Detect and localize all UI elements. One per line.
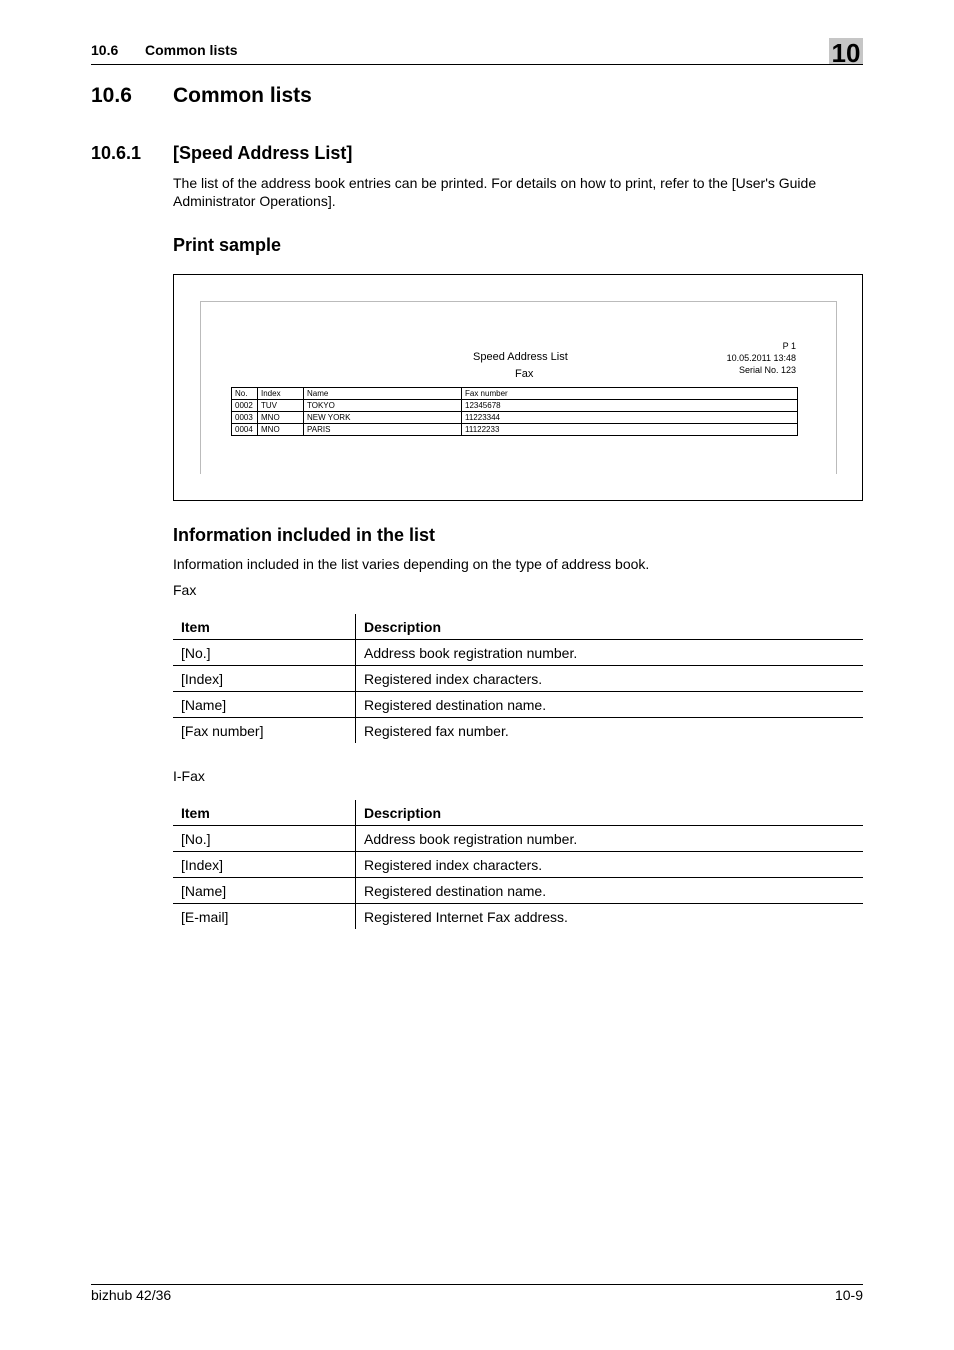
col-header-description: Description xyxy=(356,614,864,640)
sample-cell: TOKYO xyxy=(304,400,462,412)
sample-col-header: Name xyxy=(304,388,462,400)
item-cell: [Fax number] xyxy=(173,718,356,744)
sample-page: P 1 xyxy=(782,341,796,351)
sample-cell: TUV xyxy=(258,400,304,412)
footer-page-number: 10-9 xyxy=(834,1287,863,1303)
sample-col-header: Fax number xyxy=(462,388,798,400)
info-paragraph: Information included in the list varies depending on the type of address book. xyxy=(173,556,650,572)
sample-col-header: No. xyxy=(232,388,258,400)
description-cell: Registered fax number. xyxy=(364,722,509,739)
item-cell: [Name] xyxy=(173,878,356,904)
footer-rule xyxy=(91,1284,863,1285)
item-cell: [Index] xyxy=(173,666,356,692)
description-cell: Registered index characters. xyxy=(356,852,864,878)
sample-subtitle: Fax xyxy=(515,368,534,380)
ifax-info-table xyxy=(173,800,863,929)
item-cell: [E-mail] xyxy=(173,904,356,930)
table-row xyxy=(173,640,863,666)
description-cell: Address book registration number. xyxy=(356,826,864,852)
sample-serial: Serial No. 123 xyxy=(738,365,796,375)
sample-row xyxy=(232,412,798,424)
table-header-row xyxy=(173,614,863,640)
table-row xyxy=(173,666,863,692)
subsection-heading xyxy=(91,143,352,164)
intro-paragraph: The list of the address book entries can be printed. For details on how to print, refer to the [User's Guide Administrator Operations]. xyxy=(173,175,817,209)
sample-cell: MNO xyxy=(258,424,304,436)
table-row xyxy=(173,692,863,718)
sample-address-table xyxy=(231,387,798,436)
table-row xyxy=(173,718,863,744)
footer-product: bizhub 42/36 xyxy=(91,1287,172,1303)
subsection-number: 10.6.1 xyxy=(91,143,142,163)
item-cell: [No.] xyxy=(173,826,356,852)
col-header-item: Item xyxy=(173,614,356,640)
section-title: Common lists xyxy=(173,84,312,107)
fax-info-table xyxy=(173,614,863,743)
sample-cell: MNO xyxy=(258,412,304,424)
description-cell: Address book registration number. xyxy=(356,640,864,666)
subsection-title: [Speed Address List] xyxy=(173,143,353,163)
running-header xyxy=(91,42,238,58)
header-rule xyxy=(91,64,863,65)
sample-cell: NEW YORK xyxy=(304,412,462,424)
sample-cell: 0003 xyxy=(232,412,258,424)
fax-caption: Fax xyxy=(173,582,197,598)
item-cell: [Index] xyxy=(173,852,356,878)
running-header-title: Common lists xyxy=(145,42,238,58)
description-cell: Registered destination name. xyxy=(356,692,864,718)
description-cell: Registered index characters. xyxy=(356,666,864,692)
sample-title: Speed Address List xyxy=(473,351,568,363)
sample-cell: PARIS xyxy=(304,424,462,436)
description-cell: Registered destination name. xyxy=(356,878,864,904)
sample-cell: 0004 xyxy=(232,424,258,436)
table-header-row xyxy=(173,800,863,826)
description-cell: Registered Internet Fax address. xyxy=(364,908,568,925)
sample-row xyxy=(232,424,798,436)
chapter-badge: 10 xyxy=(829,38,863,64)
col-header-description: Description xyxy=(356,800,864,826)
item-cell: [No.] xyxy=(173,640,356,666)
sample-cell: 12345678 xyxy=(462,400,798,412)
col-header-item: Item xyxy=(173,800,356,826)
sample-col-header: Index xyxy=(258,388,304,400)
sample-cell: 11122233 xyxy=(462,424,798,436)
section-heading xyxy=(91,84,312,108)
print-sample-figure xyxy=(173,274,863,501)
info-heading: Information included in the list xyxy=(173,525,436,545)
running-header-number: 10.6 xyxy=(91,42,119,58)
table-row xyxy=(173,904,863,930)
table-row xyxy=(173,878,863,904)
sample-header-row xyxy=(232,388,798,400)
sample-row xyxy=(232,400,798,412)
table-row xyxy=(173,852,863,878)
ifax-caption: I-Fax xyxy=(173,768,205,784)
sample-cell: 11223344 xyxy=(462,412,798,424)
sample-datetime: 10.05.2011 13:48 xyxy=(726,353,796,363)
section-number: 10.6 xyxy=(91,84,132,107)
table-row xyxy=(173,826,863,852)
item-cell: [Name] xyxy=(173,692,356,718)
print-sample-sheet xyxy=(200,301,837,474)
print-sample-heading: Print sample xyxy=(173,235,282,255)
sample-cell: 0002 xyxy=(232,400,258,412)
